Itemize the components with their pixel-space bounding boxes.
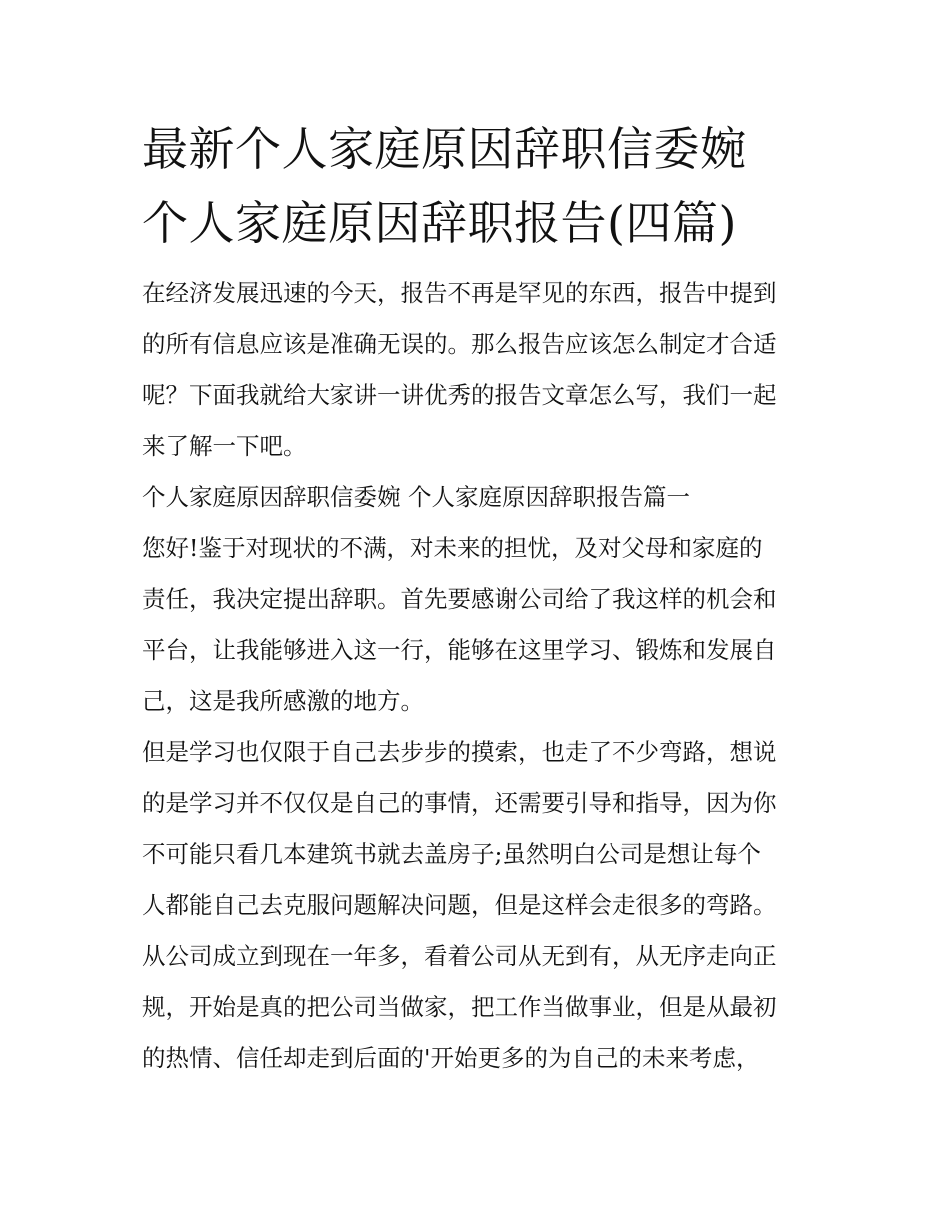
intro-paragraph: [142, 268, 822, 472]
section-heading: [142, 472, 822, 523]
text-line: 规，开始是真的把公司当做家，把工作当做事业，但是从最初: [142, 993, 777, 1021]
text-line: 在经济发展迅速的今天，报告不再是罕见的东西，报告中提到: [142, 279, 777, 307]
text-line: 呢？下面我就给大家讲一讲优秀的报告文章怎么写，我们一起: [142, 381, 777, 409]
title-line-2: 个人家庭原因辞职报告(四篇): [142, 196, 737, 250]
text-line: 来了解一下吧。: [142, 432, 307, 460]
text-line: 己，这是我所感激的地方。: [142, 687, 424, 715]
text-line: 平台，让我能够进入这一行，能够在这里学习、锻炼和发展自: [142, 636, 777, 664]
document-body: [142, 268, 822, 1084]
text-line: 不可能只看几本建筑书就去盖房子;虽然明白公司是想让每个: [142, 840, 761, 868]
text-line: 您好!鉴于对现状的不满，对未来的担忧，及对父母和家庭的: [142, 534, 763, 562]
text-line: 人都能自己去克服问题解决问题，但是这样会走很多的弯路。: [142, 891, 777, 919]
text-line: 的所有信息应该是准确无误的。那么报告应该怎么制定才合适: [142, 330, 777, 358]
title-line-1: 最新个人家庭原因辞职信委婉: [142, 122, 747, 176]
text-line: 的热情、信任却走到后面的'开始更多的为自己的未来考虑，: [142, 1044, 760, 1072]
text-line: 的是学习并不仅仅是自己的事情，还需要引导和指导，因为你: [142, 789, 777, 817]
text-line: 责任，我决定提出辞职。首先要感谢公司给了我这样的机会和: [142, 585, 777, 613]
document-title: [142, 112, 822, 260]
text-line: 从公司成立到现在一年多，看着公司从无到有，从无序走向正: [142, 942, 777, 970]
document-page: [142, 112, 822, 1084]
text-line: 但是学习也仅限于自己去步步的摸索，也走了不少弯路，想说: [142, 738, 777, 766]
letter-paragraph-2: [142, 727, 822, 1084]
text-line: 个人家庭原因辞职信委婉 个人家庭原因辞职报告篇一: [142, 483, 690, 511]
letter-paragraph-1: [142, 523, 822, 727]
